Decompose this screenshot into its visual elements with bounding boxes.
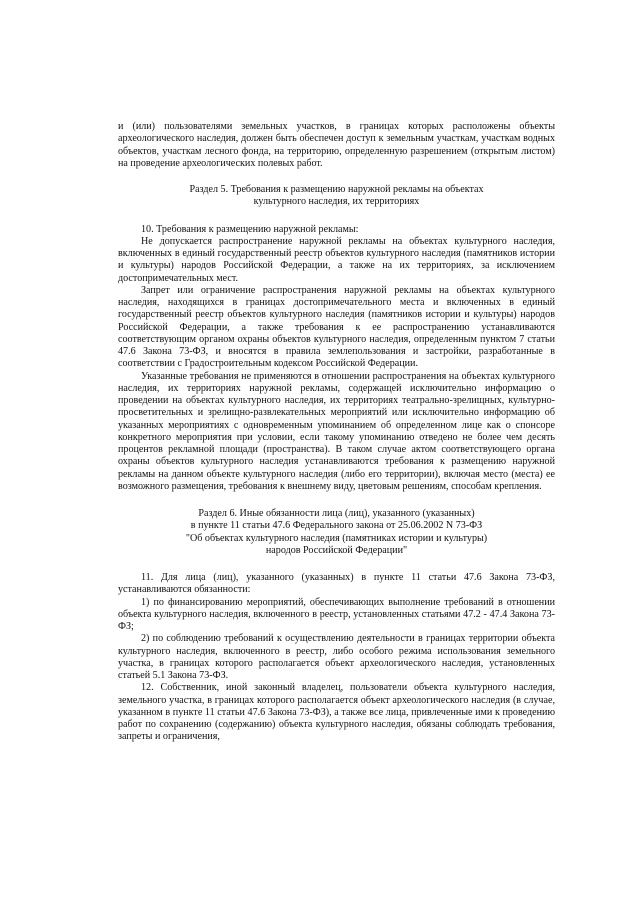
item11-subitem-1: 1) по финансированию мероприятий, обеспечивающих выполнение требований в отношении объекта культурного наследия, включенного в реестр, установленных статьями 47.2 - 47.4 Закона 73-ФЗ; (118, 596, 555, 632)
section6-title-line3: "Об объектах культурного наследия (памятниках истории и культуры) (185, 532, 488, 544)
section6-title-line4: народов Российской Федерации" (265, 544, 408, 556)
section5-title-line1: Раздел 5. Требования к размещению наружной рекламы на объектах (189, 184, 484, 195)
section5-title-line2: культурного наследия, их территориях (253, 196, 420, 208)
section5-paragraph-3: Указанные требования не применяются в отношении распространения на объектах культурного наследия, их территориях наружной рекламы, содержащей исключительно информацию о проведении на объектах культурного наследия, их территориях театрально-зрелищных, культурно-просветительных и зрелищно-развлекательных мероприятий или исключительно информацию об указанных мероприятиях с одновременным упоминанием об определенном лице как о спонсоре конкретного мероприятия при условии, если такому упоминанию отведено не более чем десять процентов рекламной площади (пространства). В таком случае актом соответствующего органа охраны объектов культурного наследия устанавливаются требования к размещению наружной рекламы на данном объекте культурного наследия (либо его территории), включая место (места) ее возможного размещения, требования к внешнему виду, цветовым решениям, способам крепления. (118, 370, 555, 492)
section6-title (118, 508, 555, 557)
section5-paragraph-1: Не допускается распространение наружной рекламы на объектах культурного наследия, включенных в единый государственный реестр объектов культурного наследия (памятников истории и культуры) народов Российской Федерации, а также на их территориях, за исключением достопримечательных мест. (118, 235, 555, 284)
section5-paragraph-2: Запрет или ограничение распространения наружной рекламы на объектах культурного наследия, находящихся в границах достопримечательного места и включенных в единый государственный реестр объектов культурного наследия (памятников истории и культуры) народов Российской Федерации, а также требования к ее распространению устанавливаются соответствующим органом охраны объектов культурного наследия, определенным пунктом 7 статьи 47.6 Закона 73-ФЗ, и вносятся в правила землепользования и застройки, разработанные в соответствии с Градостроительным кодексом Российской Федерации. (118, 284, 555, 370)
item12-paragraph: 12. Собственник, иной законный владелец, пользователи объекта культурного наследия, земельного участка, в границах которого располагается объект археологического наследия (в случае, указанном в пункте 11 статьи 47.6 Закона 73-ФЗ), а также все лица, привлеченные ими к проведению работ по сохранению (содержанию) объекта культурного наследия, обязаны соблюдать требования, запреты и ограничения, (118, 682, 555, 743)
item11-subitem-2: 2) по соблюдению требований к осуществлению деятельности в границах территории объекта культурного наследия, включенного в реестр, либо особого режима использования земельного участка, в границах которого располагается объект археологического наследия, установленных статьей 5.1 Закона 73-ФЗ. (118, 633, 555, 681)
section6-title-line1: Раздел 6. Иные обязанности лица (лиц), указанного (указанных) (198, 508, 475, 519)
section6-title-line2: в пункте 11 статьи 47.6 Федерального закона от 25.06.2002 N 73-ФЗ (190, 520, 483, 532)
document-page (118, 121, 555, 744)
item11-paragraph: 11. Для лица (лиц), указанного (указанных) в пункте 11 статьи 47.6 Закона 73-ФЗ, устанавливаются обязанности: (118, 572, 555, 596)
section5-title (118, 184, 555, 209)
item10-heading: 10. Требования к размещению наружной рекламы: (141, 223, 359, 235)
intro-paragraph: и (или) пользователями земельных участков, в границах которых расположены объекты археологического наследия, должен быть обеспечен доступ к земельным участкам, участкам водных объектов, участкам лесного фонда, на территорию, определенную разрешением (открытым листом) на проведение археологических полевых работ. (118, 121, 555, 169)
